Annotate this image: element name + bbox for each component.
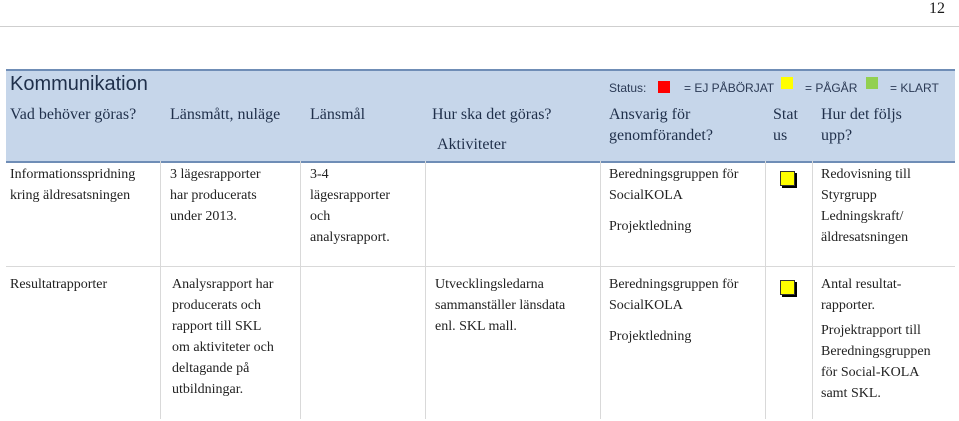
header-responsible: Ansvarig för — [609, 106, 691, 123]
page-number: 12 — [929, 0, 945, 17]
header-rule — [0, 26, 959, 27]
row-divider — [6, 266, 955, 267]
header-responsible-2: genomförandet? — [609, 127, 713, 144]
legend-in-progress: = PÅGÅR — [805, 81, 858, 95]
column-divider — [812, 161, 813, 419]
status-green-square — [866, 77, 878, 89]
row1-status-box — [780, 171, 795, 186]
column-divider — [425, 161, 426, 419]
legend-done: = KLART — [890, 81, 939, 95]
legend-not-started: = EJ PÅBÖRJAT — [684, 81, 775, 95]
status-yellow-square — [781, 77, 793, 89]
row1-follow-up: Redovisning till Styrgrupp Ledningskraft/ äldresatsningen — [821, 167, 911, 245]
row2-measure: Analysrapport har producerats och rapport till SKL om aktiviteter och deltagande på utbildningar. — [172, 277, 274, 397]
header-measure: Länsmått, nuläge — [170, 106, 281, 123]
header-follow-up: Hur det följs — [821, 106, 902, 123]
header-goal: Länsmål — [310, 106, 366, 123]
row2-status-box — [780, 280, 795, 295]
column-divider — [765, 161, 766, 419]
status-red-square — [658, 81, 670, 93]
column-divider — [160, 161, 161, 419]
row1-measure: 3 lägesrapporter har producerats under 2013. — [170, 167, 261, 224]
header-what: Vad behöver göras? — [10, 106, 137, 123]
row2-responsible: Beredningsgruppen för SocialKOLA Projektledning — [609, 277, 739, 344]
header-status: Stat — [773, 106, 798, 123]
header-activities: Aktiviteter — [437, 136, 507, 153]
row2-how: Utvecklingsledarna sammanställer länsdata enl. SKL mall. — [435, 277, 566, 334]
header-status-2: us — [773, 127, 788, 144]
header-follow-up-2: upp? — [821, 127, 853, 144]
status-label: Status: — [609, 81, 647, 95]
column-divider — [600, 161, 601, 419]
section-title: Kommunikation — [10, 73, 148, 95]
header-how: Hur ska det göras? — [432, 106, 552, 123]
row2-what: Resultatrapporter — [10, 277, 108, 292]
column-divider — [300, 161, 301, 419]
row2-follow-up: Antal resultat- rapporter. Projektrapport till Beredningsgruppen för Social-KOLA samt SKL. — [821, 277, 931, 401]
row1-goal: 3-4 lägesrapporter och analysrapport. — [310, 167, 391, 245]
row1-what: Informationsspridning kring äldresatsningen — [10, 167, 136, 203]
row1-responsible: Beredningsgruppen för SocialKOLA Projektledning — [609, 167, 739, 234]
